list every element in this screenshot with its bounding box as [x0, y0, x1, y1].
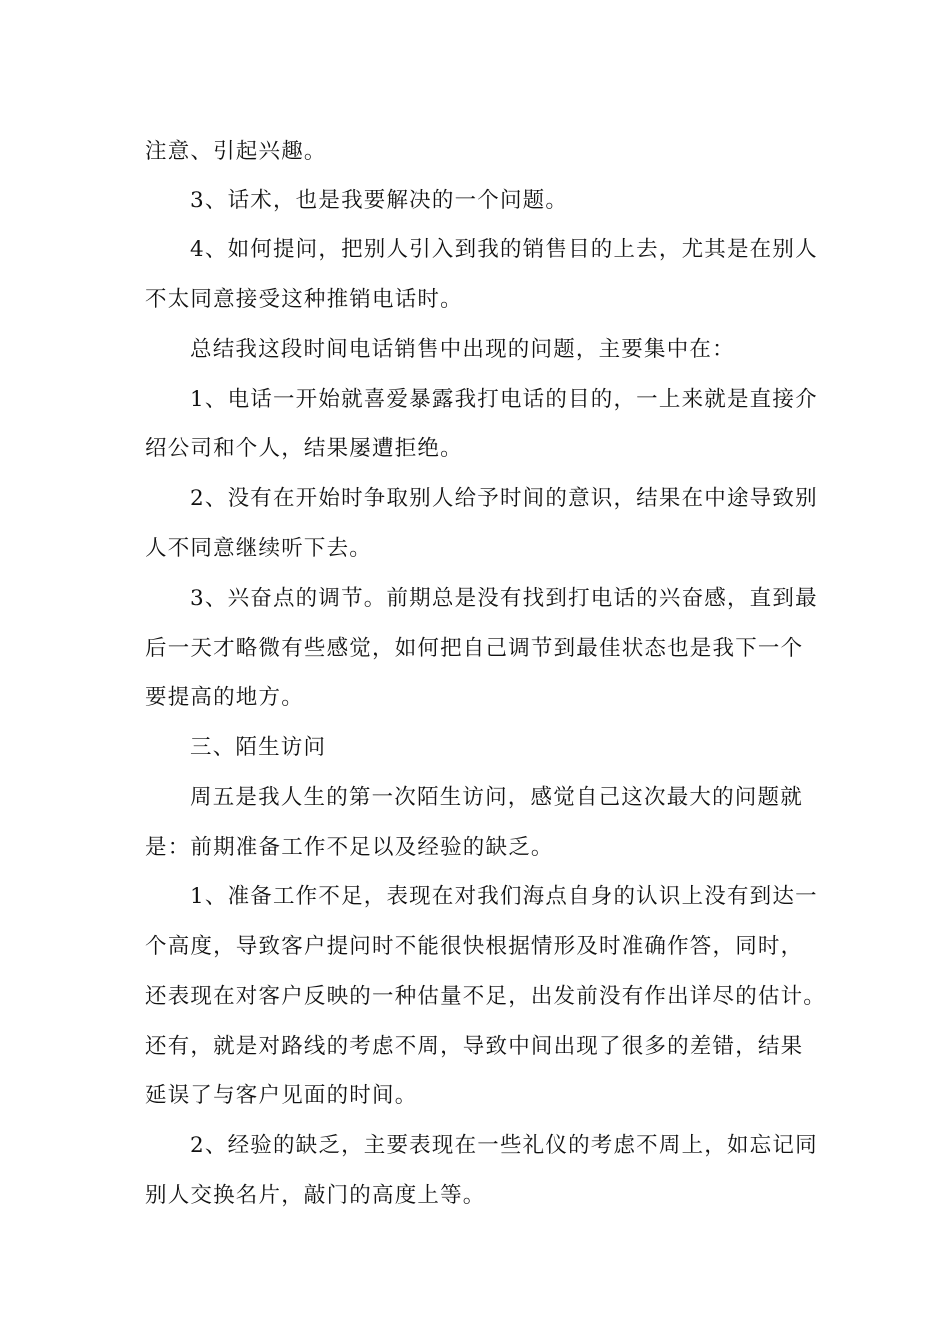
text-line-10: 3、兴奋点的调节。前期总是没有找到打电话的兴奋感，直到最 [190, 586, 818, 611]
text-line-12: 要提高的地方。 [145, 685, 304, 710]
text-line-3: 4、如何提问，把别人引入到我的销售目的上去，尤其是在别人 [190, 237, 818, 262]
section-heading: 三、陌生访问 [190, 735, 327, 760]
text-line-2: 3、话术，也是我要解决的一个问题。 [190, 188, 569, 213]
text-line-14: 周五是我人生的第一次陌生访问，感觉自己这次最大的问题就 [190, 785, 803, 810]
text-line-19: 还有，就是对路线的考虑不周，导致中间出现了很多的差错，结果 [145, 1034, 804, 1059]
text-line-11: 后一天才略微有些感觉，如何把自己调节到最佳状态也是我下一个 [145, 636, 804, 661]
text-line-7: 绍公司和个人，结果屡遭拒绝。 [145, 436, 463, 461]
text-line-5: 总结我这段时间电话销售中出现的问题，主要集中在： [190, 337, 735, 362]
text-line-18: 还表现在对客户反映的一种估量不足，出发前没有作出详尽的估计。 [145, 984, 827, 1009]
text-line-8: 2、没有在开始时争取别人给予时间的意识，结果在中途导致别 [190, 486, 818, 511]
text-line-17: 个高度，导致客户提问时不能很快根据情形及时准确作答，同时， [145, 934, 804, 959]
text-line-6: 1、电话一开始就喜爱暴露我打电话的目的，一上来就是直接介 [190, 387, 818, 412]
text-line-1: 注意、引起兴趣。 [145, 139, 327, 164]
text-line-22: 别人交换名片，敲门的高度上等。 [145, 1183, 486, 1208]
text-line-20: 延误了与客户见面的时间。 [145, 1083, 418, 1108]
text-line-16: 1、准备工作不足，表现在对我们海点自身的认识上没有到达一 [190, 884, 818, 909]
text-line-9: 人不同意继续听下去。 [145, 536, 373, 561]
text-line-4: 不太同意接受这种推销电话时。 [145, 287, 463, 312]
text-line-15: 是：前期准备工作不足以及经验的缺乏。 [145, 835, 554, 860]
text-line-21: 2、经验的缺乏，主要表现在一些礼仪的考虑不周上，如忘记同 [190, 1133, 818, 1158]
